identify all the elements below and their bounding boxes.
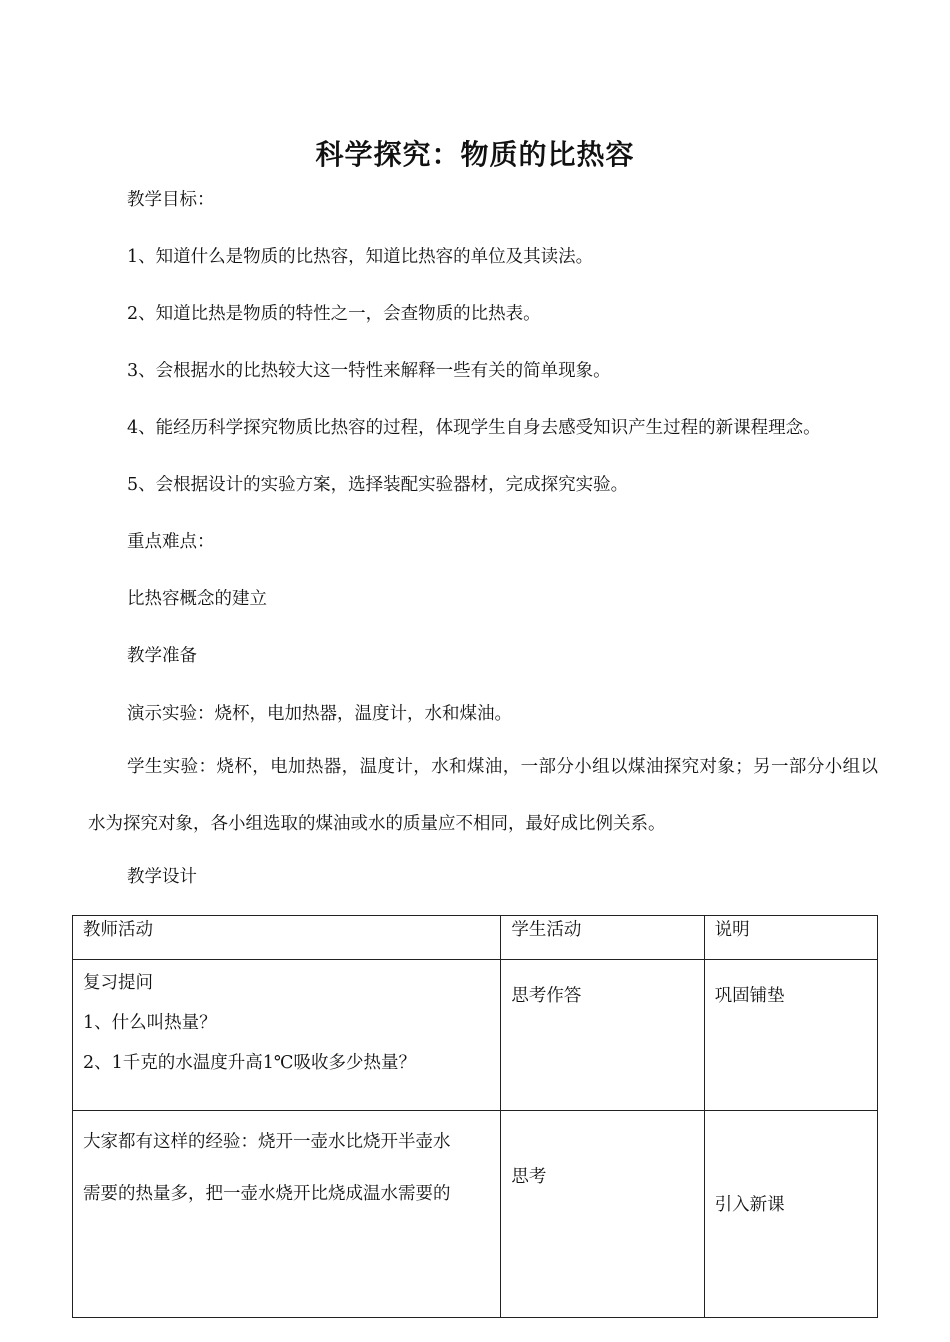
teacher-activity-cell <box>73 960 501 1111</box>
preparation-heading: 教学准备 <box>127 646 197 666</box>
header-student-activity: 学生活动 <box>501 916 704 960</box>
key-points-text: 比热容概念的建立 <box>127 589 267 609</box>
teacher-activity-line: 1、什么叫热量？ <box>83 1013 217 1033</box>
demo-experiment-text: 演示实验：烧杯，电加热器，温度计，水和煤油。 <box>127 704 512 724</box>
table-row <box>73 960 878 1111</box>
student-experiment-text: 学生实验：烧杯，电加热器，温度计，水和煤油，一部分小组以煤油探究对象；另一部分小组以水为探究对象，各小组选取的煤油或水的质量应不相同，最好成比例关系。 <box>88 757 878 834</box>
key-points-heading: 重点难点： <box>127 532 215 552</box>
header-teacher-activity: 教师活动 <box>73 916 501 960</box>
notes-cell: 巩固铺垫 <box>704 960 877 1111</box>
objective-item-3: 3、会根据水的比热较大这一特性来解释一些有关的简单现象。 <box>127 361 611 381</box>
notes-cell: 引入新课 <box>704 1111 877 1318</box>
objective-item-4: 4、能经历科学探究物质比热容的过程，体现学生自身去感受知识产生过程的新课程理念。 <box>127 418 821 438</box>
table-header-row <box>73 916 878 960</box>
teacher-activity-cell <box>73 1111 501 1318</box>
teacher-activity-line: 复习提问 <box>83 973 153 993</box>
teacher-activity-line: 2、1千克的水温度升高1℃吸收多少热量？ <box>83 1053 416 1073</box>
objective-item-1: 1、知道什么是物质的比热容，知道比热容的单位及其读法。 <box>127 247 594 267</box>
design-heading: 教学设计 <box>127 867 197 887</box>
student-activity-cell: 思考 <box>501 1111 704 1318</box>
objectives-heading: 教学目标： <box>127 190 215 210</box>
header-notes: 说明 <box>704 916 877 960</box>
teacher-activity-line: 需要的热量多，把一壶水烧开比烧成温水需要的 <box>83 1184 451 1204</box>
document-title: 科学探究：物质的比热容 <box>315 138 635 171</box>
table-row <box>73 1111 878 1318</box>
objective-item-2: 2、知道比热是物质的特性之一，会查物质的比热表。 <box>127 304 541 324</box>
objective-item-5: 5、会根据设计的实验方案，选择装配实验器材，完成探究实验。 <box>127 475 629 495</box>
student-activity-cell: 思考作答 <box>501 960 704 1111</box>
lesson-design-table <box>72 915 878 1318</box>
teacher-activity-line: 大家都有这样的经验：烧开一壶水比烧开半壶水 <box>83 1132 451 1152</box>
